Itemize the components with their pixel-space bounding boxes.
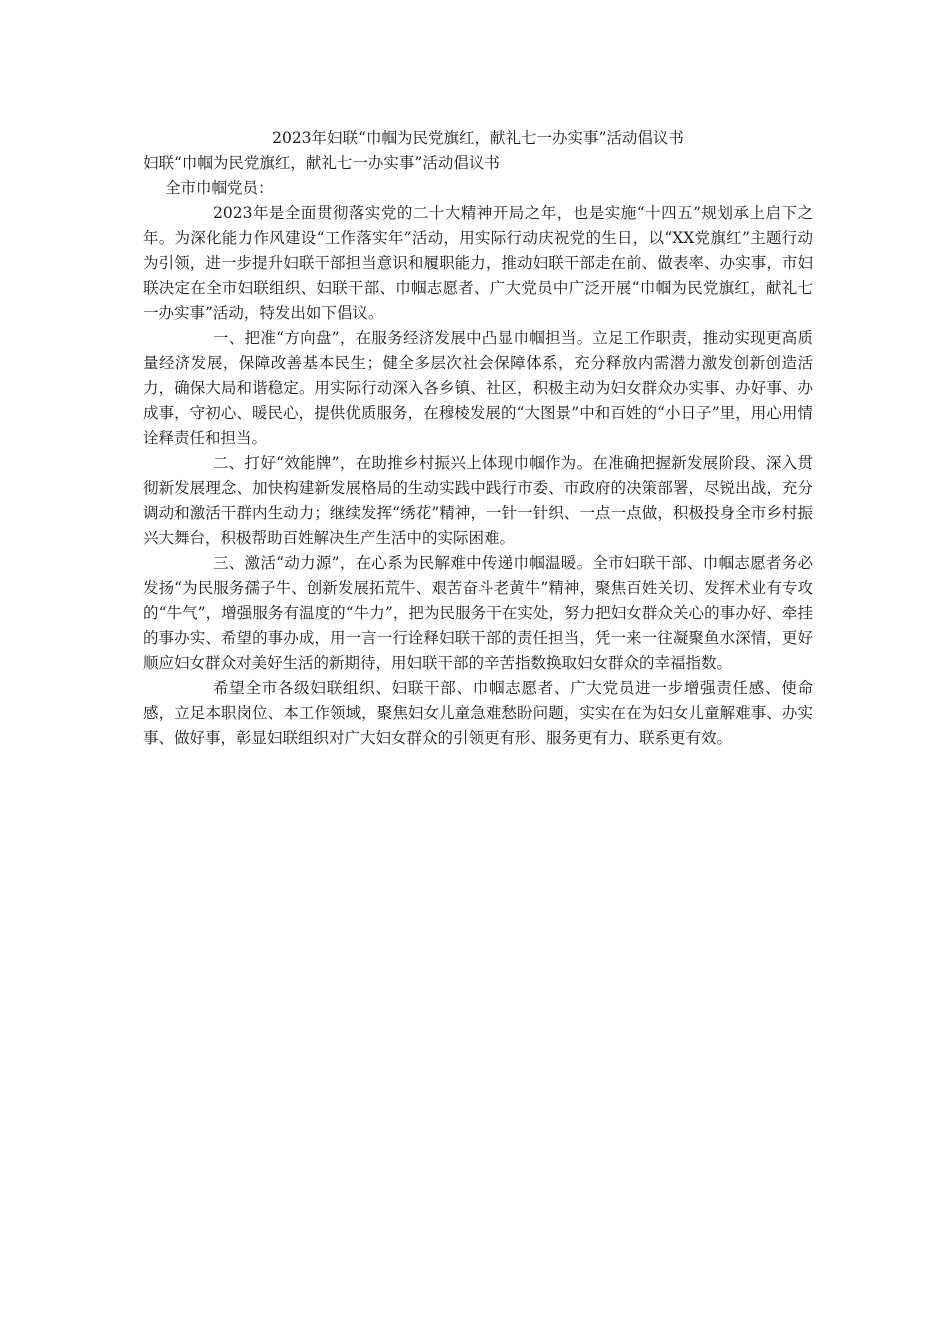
document-subtitle: 妇联“巾帼为民党旗红，献礼七一办实事”活动倡议书 <box>143 154 500 172</box>
paragraph-point-two: 二、打好“效能牌”，在助推乡村振兴上体现巾帼作为。在准确把握新发展阶段、深入贯彻新发展理念、加快构建新发展格局的生动实践中践行市委、市政府的决策部署，尽锐出战，充分调动和激活干群内生动力；继续发挥“绣花”精神，一针一针织、一点一点做，积极投身全市乡村振兴大舞台，积极帮助百姓解决生产生活中的实际困难。 <box>143 454 813 547</box>
paragraph-point-three: 三、激活“动力源”，在心系为民解难中传递巾帼温暖。全市妇联干部、巾帼志愿者务必发扬“为民服务孺子牛、创新发展拓荒牛、艰苦奋斗老黄牛”精神，聚焦百姓关切、发挥术业有专攻的“牛气”，增强服务有温度的“牛力”，把为民服务干在实处，努力把妇女群众关心的事办好、牵挂的事办实、希望的事办成，用一言一行诠释妇联干部的责任担当，凭一来一往凝聚鱼水深情，更好顺应妇女群众对美好生活的新期待，用妇联干部的辛苦指数换取妇女群众的幸福指数。 <box>143 554 813 672</box>
document-page <box>143 126 813 751</box>
document-title: 2023年妇联“巾帼为民党旗红，献礼七一办实事”活动倡议书 <box>272 129 684 147</box>
paragraph-intro: 2023年是全面贯彻落实党的二十大精神开局之年，也是实施“十四五”规划承上启下之年。为深化能力作风建设“工作落实年”活动，用实际行动庆祝党的生日，以“XX党旗红”主题行动为引领，进一步提升妇联干部担当意识和履职能力，推动妇联干部走在前、做表率、办实事，市妇联决定在全市妇联组织、妇联干部、巾帼志愿者、广大党员中广泛开展“巾帼为民党旗红，献礼七一办实事”活动，特发出如下倡议。 <box>143 204 813 322</box>
paragraph-point-one: 一、把准“方向盘”，在服务经济发展中凸显巾帼担当。立足工作职责，推动实现更高质量经济发展，保障改善基本民生；健全多层次社会保障体系，充分释放内需潜力激发创新创造活力，确保大局和谐稳定。用实际行动深入各乡镇、社区，积极主动为妇女群众办实事、办好事、办成事，守初心、暖民心，提供优质服务，在穆棱发展的“大图景”中和百姓的“小日子”里，用心用情诠释责任和担当。 <box>143 329 813 447</box>
salutation: 全市巾帼党员： <box>165 179 274 197</box>
paragraph-closing: 希望全市各级妇联组织、妇联干部、巾帼志愿者、广大党员进一步增强责任感、使命感，立足本职岗位、本工作领域，聚焦妇女儿童急难愁盼问题，实实在在为妇女儿童解难事、办实事、做好事，彰显妇联组织对广大妇女群众的引领更有形、服务更有力、联系更有效。 <box>143 679 813 747</box>
